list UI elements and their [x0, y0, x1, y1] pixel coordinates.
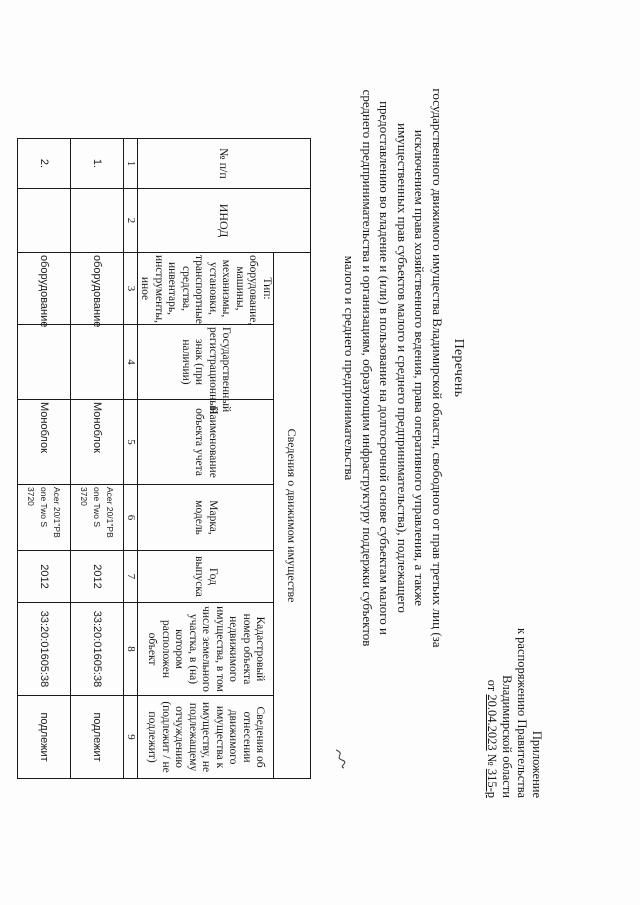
header-cadastral: Кадастровый номер объекта недвижимого имущества, в том числе земельного участка, в (на) котором расположен объект: [138, 603, 274, 696]
header-row-top: [274, 139, 311, 779]
column-number: 4: [124, 325, 138, 400]
row-type: оборудование: [18, 253, 71, 325]
row-year: 2012: [18, 551, 71, 603]
column-number: 9: [124, 696, 138, 779]
header-inod: ИНОД: [138, 189, 311, 253]
row-brand: Acer 20/1"PB one Two S 3720: [18, 485, 71, 551]
row-type: оборудование: [71, 253, 124, 325]
decree-number: 315-р: [485, 768, 499, 798]
appendix-date-line: [484, 568, 499, 798]
date-prefix: от: [485, 679, 499, 692]
decree-date: 20.04.2023: [485, 694, 499, 751]
signature-mark: [332, 748, 348, 770]
appendix-block: [484, 568, 544, 798]
header-brand: Марка, модель: [138, 485, 274, 551]
row-inod: [71, 189, 124, 253]
number-prefix: №: [485, 753, 499, 766]
header-group-property: Сведения о движимом имуществе: [274, 253, 311, 779]
row-alienation: подлежит: [71, 696, 124, 779]
column-number: 5: [124, 400, 138, 485]
row-inod: [18, 189, 71, 253]
appendix-label: Приложение: [530, 730, 544, 798]
column-number: 1: [124, 139, 138, 189]
document-intro: государственного движимого имущества Владимирской области, свободного от прав третьих лиц (за исключением права хозяйственного ведения, права оперативного управления, а также имущественных прав субъектов малого и среднего предпринимательства), подлежащего предоставлению во владение и (или) в пользование на долгосрочной основе субъектам малого и среднего предпринимательства и организациям, образующим инфраструктуру поддержки субъектов малого и среднего предпринимательства: [342, 88, 445, 648]
row-year: 2012: [71, 551, 124, 603]
table-row: [71, 139, 124, 779]
column-number-row: [124, 139, 138, 779]
property-table: [17, 138, 311, 779]
row-cadastral: 33:20:01605:38: [71, 603, 124, 696]
row-cadastral: 33:20:01605:38: [18, 603, 71, 696]
row-num: 1.: [71, 139, 124, 189]
column-number: 3: [124, 253, 138, 325]
appendix-region: Владимирской области: [500, 675, 514, 798]
appendix-authority: к распоряжению Правительства: [515, 627, 529, 798]
header-type: Тип: оборудование, машины, механизмы, установки, транспортные средства, инвентарь, инструменты, иное: [138, 253, 274, 325]
row-num: 2.: [18, 139, 71, 189]
row-name: Моноблок: [18, 400, 71, 485]
row-alienation: подлежит: [18, 696, 71, 779]
column-number: 6: [124, 485, 138, 551]
header-alienation: Сведения об отнесении движимого имущества к имуществу, не подлежащему отчуждению (подлежит / не подлежит): [138, 696, 274, 779]
header-num: № п/п: [138, 139, 311, 189]
row-name: Моноблок: [71, 400, 124, 485]
header-reg-sign: Государственный регистрационный знак (при наличии): [138, 325, 274, 400]
document-title: Перечень: [451, 338, 466, 398]
column-number: 7: [124, 551, 138, 603]
rotated-content: [26, 48, 596, 808]
column-number: 2: [124, 189, 138, 253]
column-number: 8: [124, 603, 138, 696]
table-row: [18, 139, 71, 779]
header-name: Наименование объекта учета: [138, 400, 274, 485]
header-year: Год выпуска: [138, 551, 274, 603]
row-reg-sign: [71, 325, 124, 400]
row-brand: Acer 20/1"PB one Two S 3720: [71, 485, 124, 551]
row-reg-sign: [18, 325, 71, 400]
